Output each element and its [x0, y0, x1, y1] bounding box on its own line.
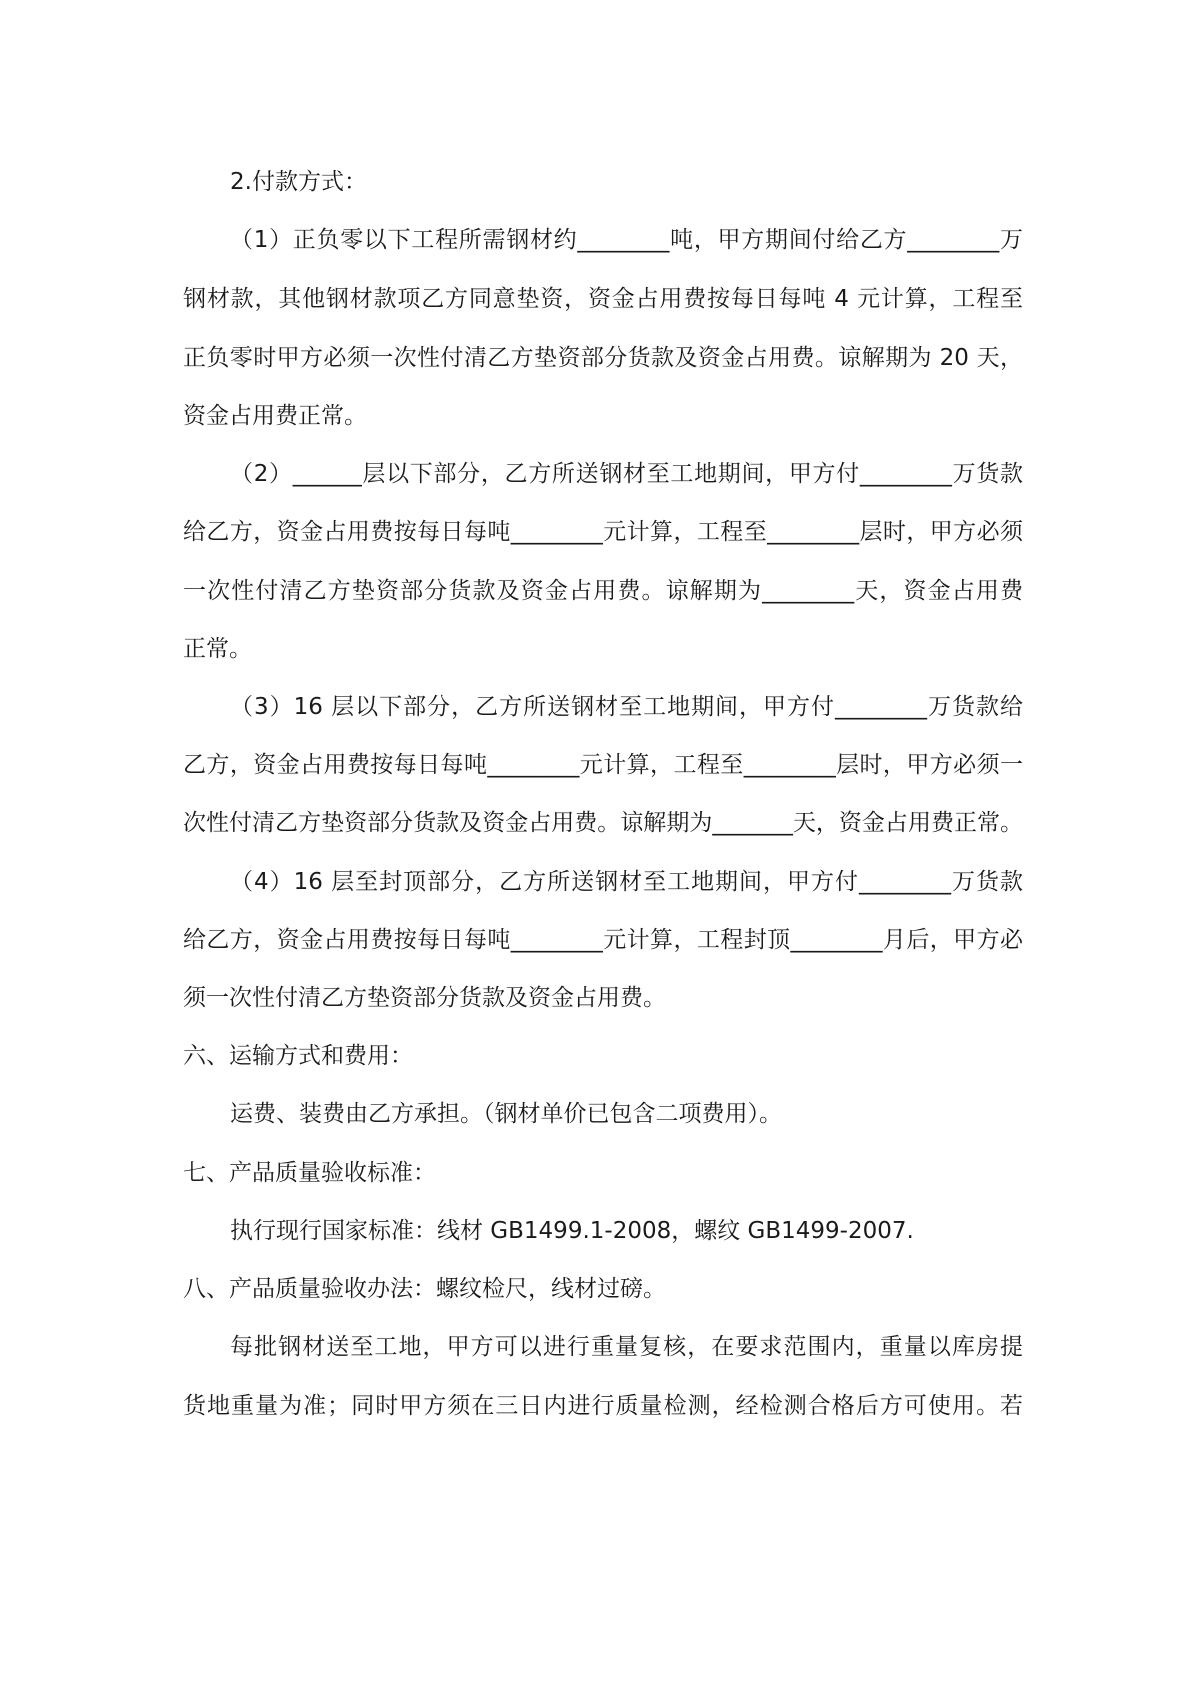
clause-3-line-3: 次性付清乙方垫资部分货款及资金占用费。谅解期为_______天，资金占用费正常。: [183, 810, 1023, 836]
section-8-heading: 八、产品质量验收办法：螺纹检尺，线材过磅。: [183, 1276, 666, 1302]
clause-3-line-1: （3）16 层以下部分，乙方所送钢材至工地期间，甲方付________万货款给: [230, 694, 1023, 720]
section-8-body-line-2: 货地重量为准；同时甲方须在三日内进行质量检测，经检测合格后方可使用。若: [183, 1393, 1023, 1419]
clause-1-line-1: （1）正负零以下工程所需钢材约________吨，甲方期间付给乙方________万: [230, 227, 1023, 253]
clause-2-line-1: （2）______层以下部分，乙方所送钢材至工地期间，甲方付________万货款: [230, 461, 1023, 487]
clause-2-line-3: 一次性付清乙方垫资部分货款及资金占用费。谅解期为________天，资金占用费: [183, 578, 1023, 604]
clause-1-line-2: 钢材款，其他钢材款项乙方同意垫资，资金占用费按每日每吨 4 元计算，工程至: [183, 286, 1023, 312]
clause-2-line-2: 给乙方，资金占用费按每日每吨________元计算，工程至________层时，甲方必须: [183, 519, 1023, 545]
section-8-body-line-1: 每批钢材送至工地，甲方可以进行重量复核，在要求范围内，重量以库房提: [230, 1334, 1023, 1360]
clause-3-line-2: 乙方，资金占用费按每日每吨________元计算，工程至________层时，甲方必须一: [183, 752, 1023, 778]
clause-4-line-2: 给乙方，资金占用费按每日每吨________元计算，工程封顶________月后，甲方必: [183, 927, 1023, 953]
clause-4-line-1: （4）16 层至封顶部分，乙方所送钢材至工地期间，甲方付________万货款: [230, 869, 1023, 895]
clause-1-line-3: 正负零时甲方必须一次性付清乙方垫资部分货款及资金占用费。谅解期为 20 天，: [183, 345, 1023, 371]
clause-2-line-4: 正常。: [183, 636, 252, 662]
section-7-body: 执行现行国家标准：线材 GB1499.1-2008，螺纹 GB1499-2007.: [230, 1218, 914, 1244]
section-6-body: 运费、装费由乙方承担。（钢材单价已包含二项费用）。: [230, 1101, 782, 1127]
clause-1-line-4: 资金占用费正常。: [183, 403, 367, 429]
payment-method-heading: 2.付款方式：: [230, 169, 367, 195]
clause-4-line-3: 须一次性付清乙方垫资部分货款及资金占用费。: [183, 985, 666, 1011]
section-6-heading: 六、运输方式和费用：: [183, 1043, 413, 1069]
section-7-heading: 七、产品质量验收标准：: [183, 1160, 436, 1186]
